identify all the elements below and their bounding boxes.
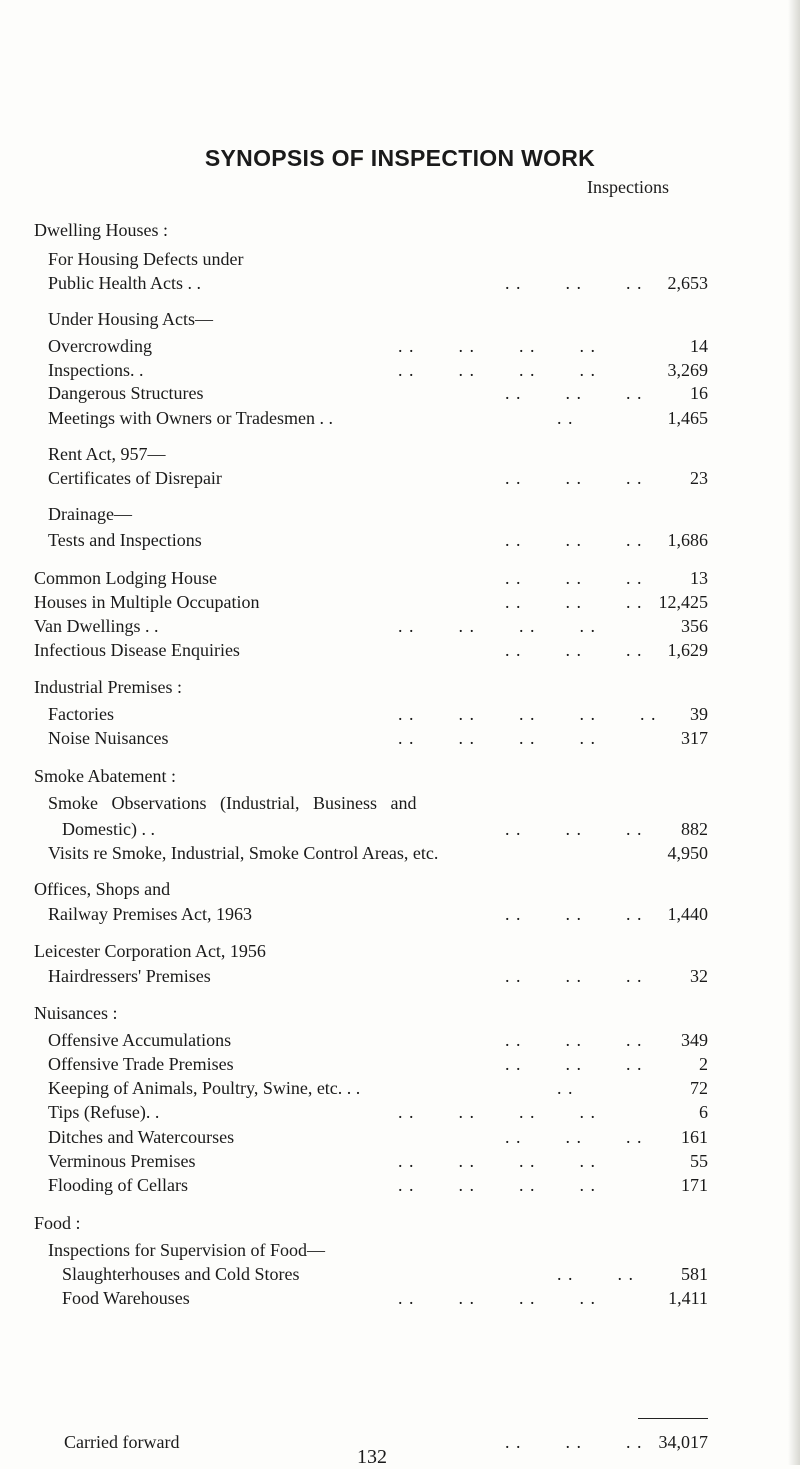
item-label: Inspections for Supervision of Food— [48, 1240, 325, 1260]
inspection-count: 1,411 [668, 1288, 708, 1308]
item-label: Smoke Observations (Industrial, Business and [48, 793, 417, 813]
item-label: Domestic) . . [62, 819, 155, 839]
inspection-count: 1,686 [667, 530, 708, 550]
item-label: Overcrowding [48, 336, 152, 356]
dot-leader: . . . . . . . . [398, 728, 596, 748]
item-label: Railway Premises Act, 1963 [48, 904, 252, 924]
item-label: Visits re Smoke, Industrial, Smoke Control Areas, etc. [48, 843, 439, 863]
page-edge-shadow [788, 0, 800, 1465]
item-label: Common Lodging House [34, 568, 217, 588]
item-label: Under Housing Acts— [48, 309, 213, 329]
dot-leader: . . . . . . . . [398, 616, 596, 636]
dot-leader: . . . . . . [505, 592, 643, 612]
dot-leader: . . . . . . [505, 1127, 643, 1147]
item-label: Certificates of Disrepair [48, 468, 222, 488]
dot-leader: . . . . . . [505, 640, 643, 660]
dot-leader: . . . . . . [505, 966, 643, 986]
dot-leader: . . . . . . [505, 468, 643, 488]
dot-leader: . . . . . . [505, 568, 643, 588]
inspection-count: 23 [690, 468, 708, 488]
dot-leader: . . . . . . [505, 530, 643, 550]
item-label: Keeping of Animals, Poultry, Swine, etc. . . [48, 1078, 361, 1098]
dot-leader: . . . . [557, 1264, 634, 1284]
item-label: Verminous Premises [48, 1151, 196, 1171]
item-label: Rent Act, 957— [48, 444, 166, 464]
item-label: Offices, Shops and [34, 879, 171, 899]
dot-leader: . . . . . . . . . . [398, 704, 657, 724]
item-label: Offensive Accumulations [48, 1030, 232, 1050]
inspection-count: 161 [681, 1127, 708, 1147]
item-label: Smoke Abatement : [34, 766, 176, 786]
dot-leader: . . . . . . [505, 273, 643, 293]
inspection-count: 14 [690, 336, 708, 356]
item-label: Leicester Corporation Act, 1956 [34, 941, 266, 961]
inspection-count: 882 [681, 819, 708, 839]
item-label: Nuisances : [34, 1003, 118, 1023]
inspection-count: 2 [699, 1054, 708, 1074]
item-label: Factories [48, 704, 114, 724]
item-label: Industrial Premises : [34, 677, 182, 697]
dot-leader: . . . . . . . . [398, 1102, 596, 1122]
total-rule [638, 1418, 708, 1419]
column-header: Inspections [587, 177, 669, 197]
item-label: Infectious Disease Enquiries [34, 640, 240, 660]
inspection-count: 317 [681, 728, 708, 748]
inspection-count: 356 [681, 616, 708, 636]
dot-leader: . . . . . . [505, 904, 643, 924]
inspection-count: 6 [699, 1102, 708, 1122]
inspection-count: 2,653 [667, 273, 708, 293]
item-label: Food : [34, 1213, 81, 1233]
page-number: 132 [357, 1446, 387, 1468]
page-title: SYNOPSIS OF INSPECTION WORK [204, 145, 596, 171]
dot-leader: . . . . . . [505, 819, 643, 839]
item-label: Offensive Trade Premises [48, 1054, 234, 1074]
inspection-count: 349 [681, 1030, 708, 1050]
inspection-count: 12,425 [658, 592, 708, 612]
item-label: Slaughterhouses and Cold Stores [62, 1264, 300, 1284]
item-label: Drainage— [48, 504, 132, 524]
inspection-count: 1,629 [667, 640, 708, 660]
dot-leader: . . [557, 408, 574, 428]
inspection-count: 4,950 [667, 843, 708, 863]
item-label: Carried forward [64, 1432, 180, 1452]
inspection-count: 55 [690, 1151, 708, 1171]
item-label: Ditches and Watercourses [48, 1127, 235, 1147]
item-label: Public Health Acts . . [48, 273, 201, 293]
inspection-count: 39 [690, 704, 708, 724]
inspection-count: 1,465 [667, 408, 708, 428]
inspection-count: 16 [690, 383, 708, 403]
item-label: Van Dwellings . . [34, 616, 159, 636]
item-label: Inspections. . [48, 360, 144, 380]
item-label: Flooding of Cellars [48, 1175, 188, 1195]
item-label: Tests and Inspections [48, 530, 202, 550]
dot-leader: . . . . . . [505, 383, 643, 403]
inspection-count: 72 [690, 1078, 708, 1098]
item-label: Dwelling Houses : [34, 220, 168, 240]
dot-leader: . . . . . . [505, 1054, 643, 1074]
item-label: Food Warehouses [62, 1288, 190, 1308]
inspection-count: 171 [681, 1175, 708, 1195]
item-label: Meetings with Owners or Tradesmen . . [48, 408, 333, 428]
item-label: For Housing Defects under [48, 249, 244, 269]
dot-leader: . . . . . . . . [398, 1175, 596, 1195]
item-label: Houses in Multiple Occupation [34, 592, 260, 612]
dot-leader: . . . . . . . . [398, 336, 596, 356]
inspection-count: 34,017 [658, 1432, 708, 1452]
item-label: Dangerous Structures [48, 383, 204, 403]
item-label: Hairdressers' Premises [48, 966, 211, 986]
dot-leader: . . [557, 1078, 574, 1098]
item-label: Tips (Refuse). . [48, 1102, 160, 1122]
inspection-count: 1,440 [667, 904, 708, 924]
inspection-count: 32 [690, 966, 708, 986]
inspection-count: 13 [690, 568, 708, 588]
dot-leader: . . . . . . . . [398, 1151, 596, 1171]
dot-leader: . . . . . . [505, 1432, 643, 1452]
inspection-count: 581 [681, 1264, 708, 1284]
dot-leader: . . . . . . [505, 1030, 643, 1050]
dot-leader: . . . . . . . . [398, 360, 596, 380]
inspection-count: 3,269 [667, 360, 708, 380]
item-label: Noise Nuisances [48, 728, 169, 748]
dot-leader: . . . . . . . . [398, 1288, 596, 1308]
